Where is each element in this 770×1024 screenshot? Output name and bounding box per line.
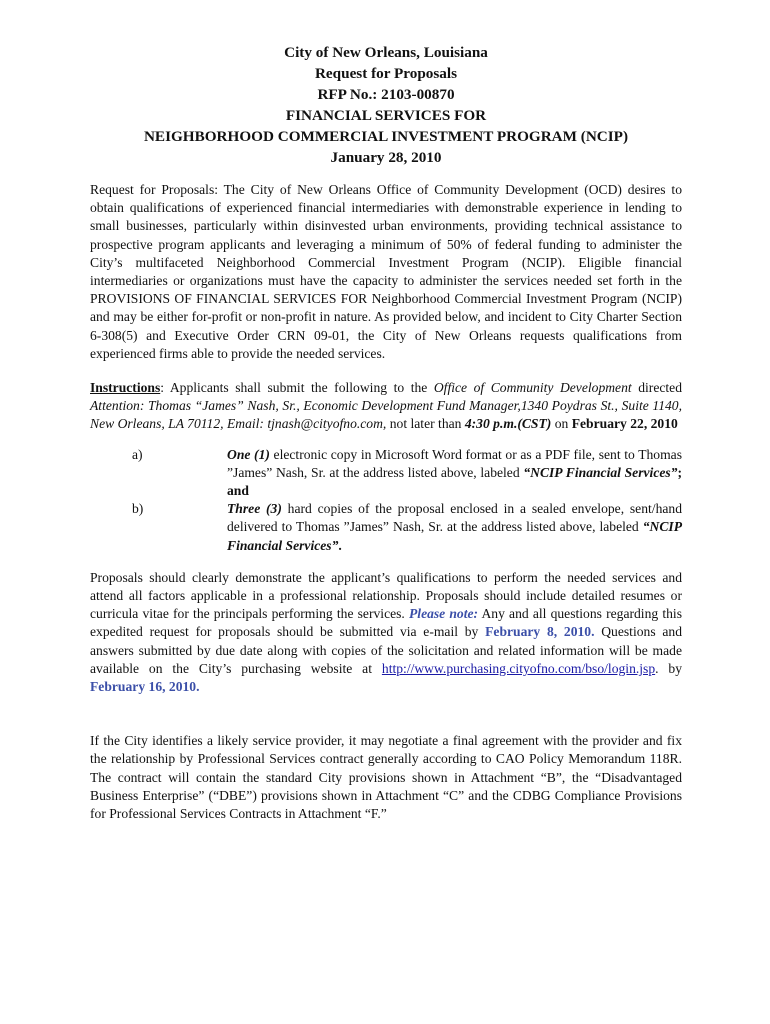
title-program: NEIGHBORHOOD COMMERCIAL INVESTMENT PROGRAM (NCIP) (143, 128, 629, 145)
list-text-b (227, 500, 682, 555)
purchasing-website-link[interactable]: http://www.purchasing.cityofno.com/bso/login.jsp (381, 660, 656, 676)
instructions-heading: Instructions (90, 380, 161, 396)
proposals-text-1: Proposals should clearly demonstrate the applicant’s qualifications to perform the needed services and attend all factors applicable in a professional relationship. Proposals should include detailed resumes or curricula vitae for the principals performing the services. (90, 569, 682, 622)
list-a-label: “NCIP Financial Services” (523, 464, 678, 480)
instructions-attention: Attention: Thomas “James” Nash, Sr., Economic Development Fund Manager,1340 Poydras St., Suite 1140, New Orleans, LA 70112, Email: tjnash@cityofno.com, (90, 398, 682, 432)
title-rfp-number: RFP No.: 2103-00870 (317, 86, 455, 103)
instructions-text-4: on (551, 416, 572, 432)
instructions-text-2: directed (631, 380, 682, 396)
document-title (90, 42, 682, 168)
list-b-tail: . (338, 537, 342, 553)
list-b-text: hard copies of the proposal enclosed in a sealed envelope, sent/hand delivered to Thomas ”James” Nash, Sr. at the address listed above, labeled (227, 501, 682, 535)
list-marker-b: b) (132, 501, 144, 517)
list-marker-a: a) (132, 446, 143, 462)
title-request: Request for Proposals (314, 65, 458, 82)
proposals-text-2: Any and all questions regarding this expedited request for proposals should be submitted via e-mail by (90, 606, 682, 640)
intro-paragraph: Request for Proposals: The City of New Orleans Office of Community Development (OCD) desires to obtain qualifications of experienced financial intermediaries with demonstrable experience in lending to small businesses, particularly within disinvested urban environments, providing technical assistance to prospective program applicants and leveraging a minimum of 50% of federal funding to administer the City’s multifaceted Neighborhood Commercial Investment Program (NCIP). Eligible financial intermediaries or organizations must have the capacity to administer the services needed set forth in the PROVISIONS OF FINANCIAL SERVICES FOR Neighborhood Commercial Investment Program (NCIP) and may be either for-profit or non-profit in nature. As provided below, and incident to City Charter Section 6-308(5) and Executive Order CRN 09-01, the City of New Orleans requests qualifications from experienced firms able to provide the needed services. (90, 182, 682, 361)
title-city: City of New Orleans, Louisiana (284, 44, 488, 61)
instructions-deadline-date: February 22, 2010 (571, 416, 678, 432)
list-a-tail: ; and (227, 464, 683, 499)
instructions-colon: : (160, 380, 165, 396)
proposals-date-answers: February 16, 2010. (90, 679, 200, 695)
submission-list (90, 446, 682, 555)
instructions-text-3: not later than (386, 416, 465, 432)
list-a-lead: One (1) (227, 446, 270, 462)
title-date: January 28, 2010 (330, 149, 442, 166)
list-text-a (227, 446, 682, 501)
list-b-lead: Three (3) (227, 501, 282, 517)
list-item (90, 446, 682, 501)
list-b-label: “NCIP Financial Services” (227, 519, 682, 553)
instructions-text-1: Applicants shall submit the following to the (164, 380, 434, 396)
document-page (90, 42, 682, 823)
proposals-text-4: . by (655, 660, 683, 676)
proposals-note: Please note: (408, 606, 479, 622)
title-financial-services: FINANCIAL SERVICES FOR (285, 107, 487, 124)
list-item (90, 500, 682, 555)
proposals-date-questions: February 8, 2010. (485, 624, 595, 640)
instructions-deadline-time: 4:30 p.m.(CST) (464, 416, 552, 432)
instructions-paragraph (90, 379, 682, 434)
closing-paragraph: If the City identifies a likely service provider, it may negotiate a final agreement with the provider and fix the relationship by Professional Services contract generally according to CAO Policy Memorandum 118R. The contract will contain the standard City provisions shown in Attachment “B”, the “Disadvantaged Business Enterprise” (“DBE”) provisions shown in Attachment “C” and the CDBG Compliance Provisions for Professional Services Contracts in Attachment “F.” (90, 733, 682, 822)
instructions-office: Office of Community Development (433, 380, 632, 396)
list-a-text: electronic copy in Microsoft Word format or as a PDF file, sent to Thomas ”James” Nash, Sr. at the address listed above, labeled (227, 446, 682, 480)
proposals-text-3: Questions and answers submitted by due date along with copies of the solicitation and related information will be made available on the City’s purchasing website at (90, 624, 682, 676)
proposals-paragraph (90, 569, 682, 696)
